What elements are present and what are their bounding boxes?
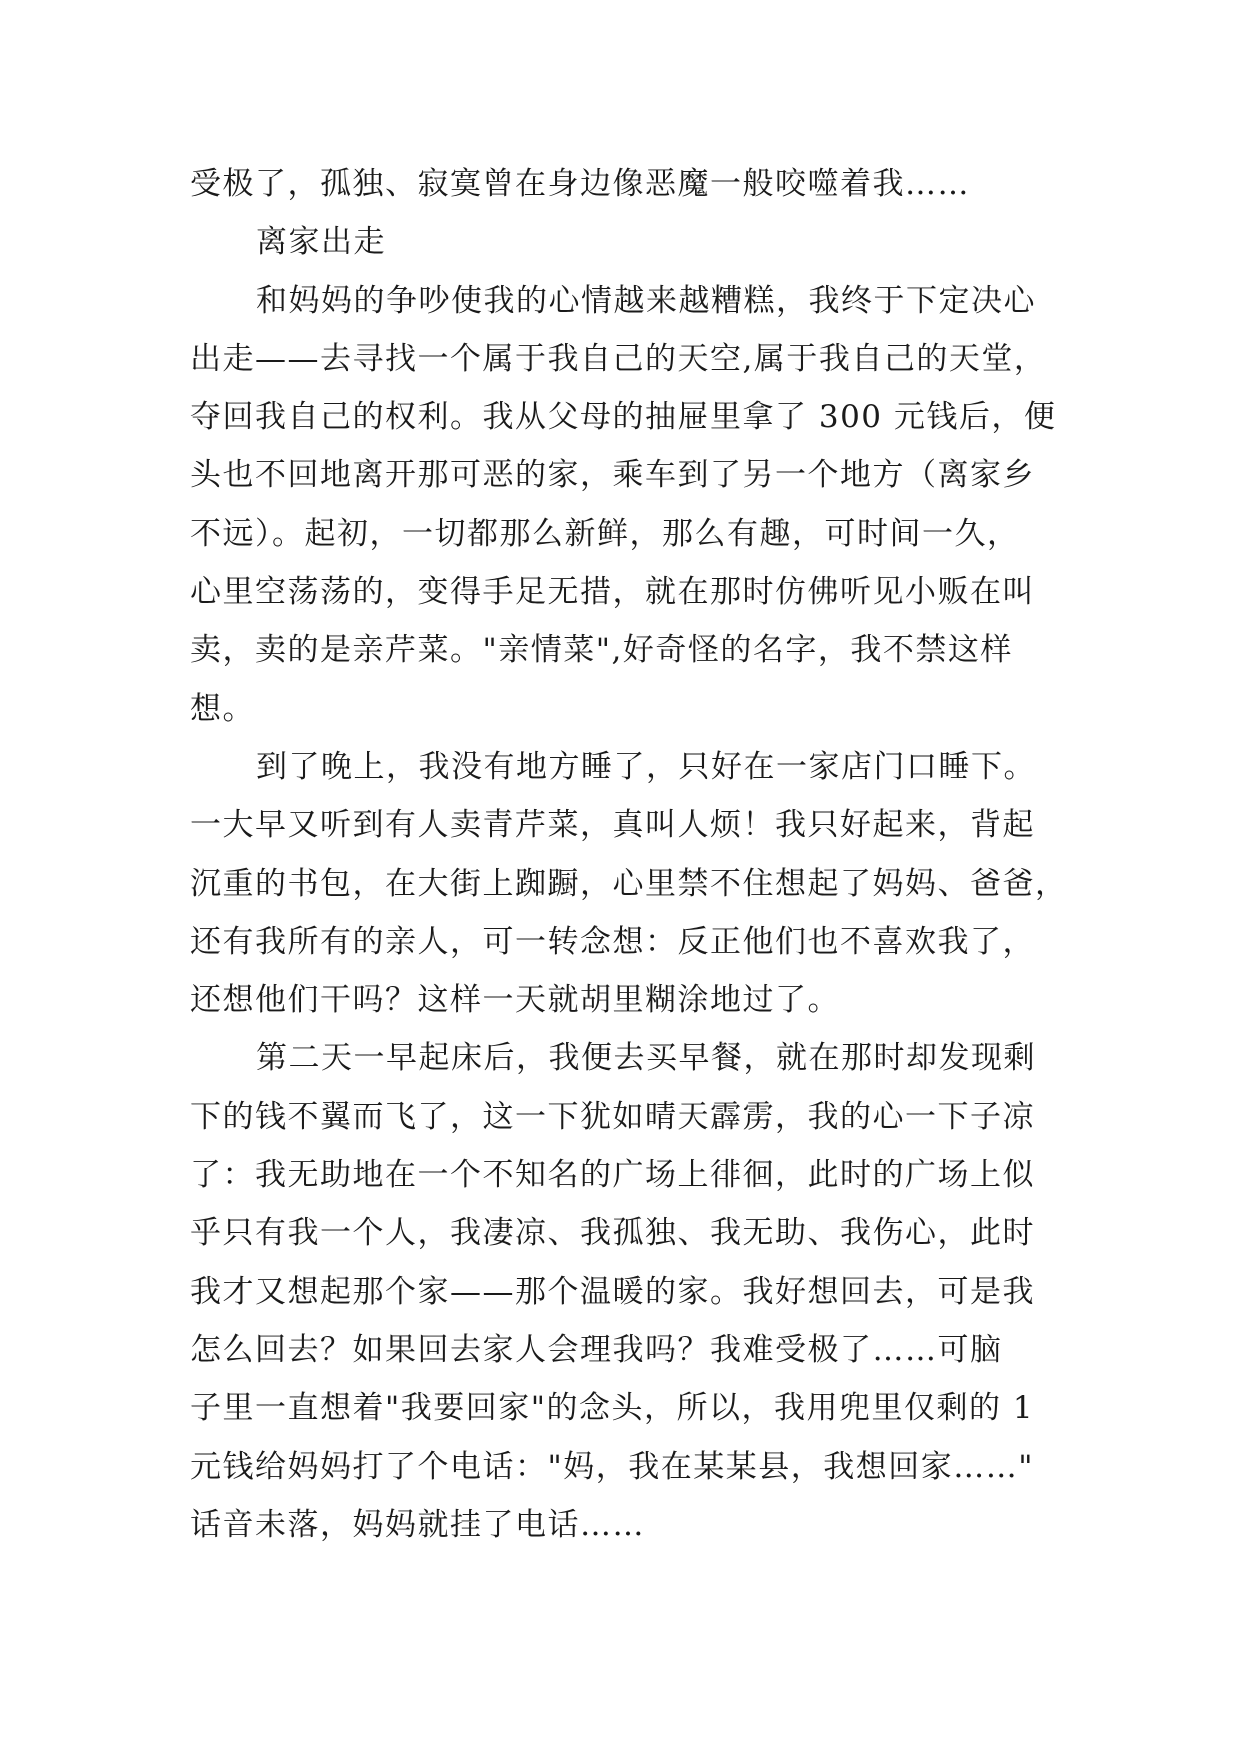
- text-line: 头也不回地离开那可恶的家，乘车到了另一个地方（离家乡: [190, 457, 1035, 494]
- text-line: 不远）。起初，一切都那么新鲜，那么有趣，可时间一久，: [190, 515, 1020, 552]
- text-line: 了：我无助地在一个不知名的广场上徘徊，此时的广场上似: [190, 1157, 1035, 1194]
- text-line: 元钱给妈妈打了个电话："妈，我在某某县，我想回家……": [190, 1448, 1035, 1485]
- text-line: 我才又想起那个家——那个温暖的家。我好想回去，可是我: [190, 1273, 1035, 1310]
- text-line: 受极了，孤独、寂寞曾在身边像恶魔一般咬噬着我……: [190, 166, 970, 202]
- text-line: 怎么回去？如果回去家人会理我吗？我难受极了……可脑: [190, 1331, 1003, 1368]
- text-line: 还想他们干吗？这样一天就胡里糊涂地过了。: [190, 982, 840, 1019]
- text-line: 夺回我自己的权利。我从父母的抽屉里拿了 300 元钱后，便: [190, 399, 1057, 436]
- text-line: 一大早又听到有人卖青芹菜，真叫人烦！我只好起来，背起: [190, 807, 1035, 844]
- paragraph-start-line: 离家出走: [256, 224, 386, 261]
- text-line: 话音未落，妈妈就挂了电话……: [190, 1506, 645, 1543]
- text-line: 子里一直想着"我要回家"的念头，所以，我用兜里仅剩的 1: [190, 1390, 1035, 1427]
- paragraph-start-line: 第二天一早起床后，我便去买早餐，就在那时却发现剩: [256, 1040, 1036, 1077]
- text-line: 乎只有我一个人，我凄凉、我孤独、我无助、我伤心，此时: [190, 1215, 1035, 1252]
- text-line: 出走——去寻找一个属于我自己的天空,属于我自己的天堂，: [190, 340, 1047, 377]
- text-line: 还有我所有的亲人，可一转念想：反正他们也不喜欢我了，: [190, 923, 1035, 960]
- paragraph-start-line: 到了晚上，我没有地方睡了，只好在一家店门口睡下。: [256, 748, 1036, 785]
- paragraph-start-line: 和妈妈的争吵使我的心情越来越糟糕，我终于下定决心: [256, 282, 1036, 319]
- text-line: 卖，卖的是亲芹菜。"亲情菜",好奇怪的名字，我不禁这样: [190, 632, 1013, 669]
- text-line: 下的钱不翼而飞了，这一下犹如晴天霹雳，我的心一下子凉: [190, 1098, 1035, 1135]
- document-body: [190, 155, 1070, 1554]
- text-line: 心里空荡荡的，变得手足无措，就在那时仿佛听见小贩在叫: [190, 574, 1035, 611]
- text-line: 沉重的书包，在大街上踟蹰，心里禁不住想起了妈妈、爸爸，: [190, 865, 1068, 902]
- text-line: 想。: [190, 690, 255, 727]
